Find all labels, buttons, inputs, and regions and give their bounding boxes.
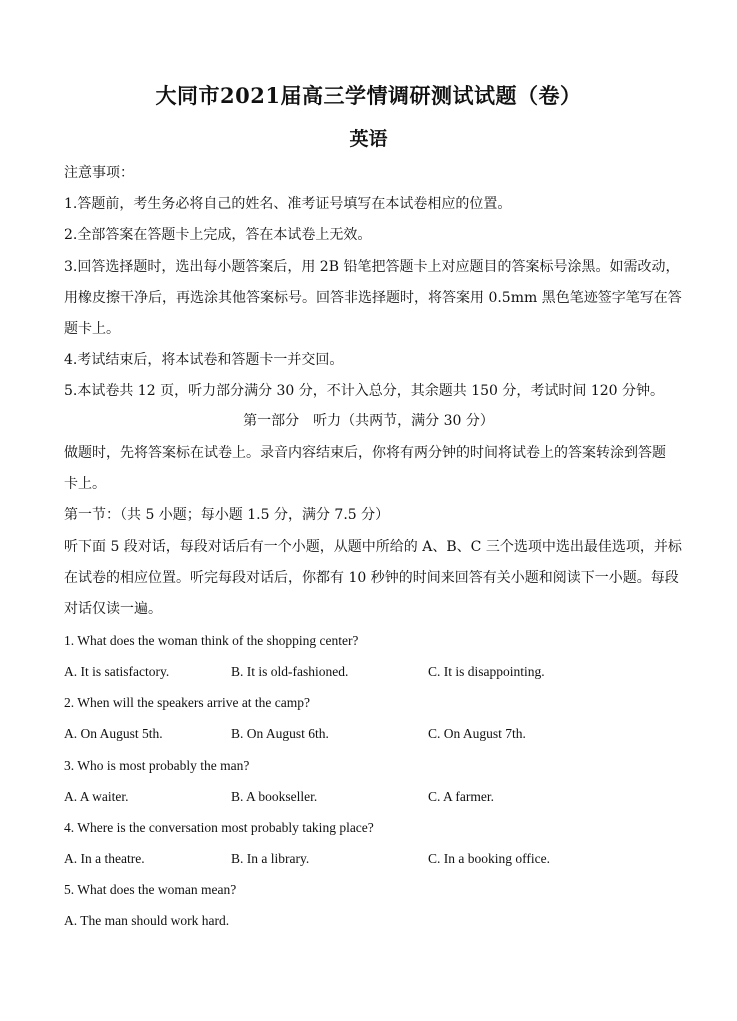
question-3-option-b: B. A bookseller.	[231, 789, 318, 804]
question-3-stem: 3. Who is most probably the man?	[64, 758, 250, 773]
question-5-option-a: A. The man should work hard.	[64, 913, 230, 928]
question-2-stem: 2. When will the speakers arrive at the camp?	[64, 695, 311, 710]
question-4-stem: 4. Where is the conversation most probably taking place?	[64, 820, 374, 835]
notes-heading: 注意事项：	[64, 165, 134, 181]
question-1-option-a: A. It is satisfactory.	[64, 664, 170, 679]
question-3-option-c: C. A farmer.	[428, 789, 494, 804]
question-1-stem: 1. What does the woman think of the shopping center?	[64, 633, 359, 648]
question-5-stem: 5. What does the woman mean?	[64, 882, 237, 897]
part1-intro-line-2: 卡上。	[64, 476, 106, 492]
question-2-option-b: B. On August 6th.	[231, 726, 329, 741]
note-item-4: 4.考试结束后，将本试卷和答题卡一并交回。	[64, 352, 344, 368]
section1-heading: 第一节：（共 5 小题；每小题 1.5 分，满分 7.5 分）	[64, 507, 390, 523]
question-1-option-c: C. It is disappointing.	[428, 664, 545, 679]
part1-heading: 第一部分 听力（共两节，满分 30 分）	[243, 413, 494, 429]
note-item-3-line-2: 用橡皮擦干净后，再选涂其他答案标号。回答非选择题时，将答案用 0.5mm 黑色笔迹签字笔写在答	[64, 290, 682, 306]
question-2-option-a: A. On August 5th.	[64, 726, 163, 741]
question-2-option-c: C. On August 7th.	[428, 726, 526, 741]
question-1-option-b: B. It is old-fashioned.	[231, 664, 349, 679]
exam-title: 大同市2021届高三学情调研测试试题（卷）	[155, 83, 582, 108]
exam-subject: 英语	[349, 128, 388, 150]
section1-instructions-line-1: 听下面 5 段对话，每段对话后有一个小题，从题中所给的 A、B、C 三个选项中选出最佳选项，并标	[64, 539, 682, 555]
question-3-option-a: A. A waiter.	[64, 789, 129, 804]
note-item-2: 2.全部答案在答题卡上完成，答在本试卷上无效。	[64, 227, 372, 243]
note-item-3-line-3: 题卡上。	[64, 321, 120, 337]
question-4-option-c: C. In a booking office.	[428, 851, 550, 866]
section1-instructions-line-2: 在试卷的相应位置。听完每段对话后，你都有 10 秒钟的时间来回答有关小题和阅读下一小题。每段	[64, 570, 679, 586]
note-item-3-line-1: 3.回答选择题时，选出每小题答案后，用 2B 铅笔把答题卡上对应题目的答案标号涂黑。如需改动，	[64, 259, 680, 275]
section1-instructions-line-3: 对话仅读一遍。	[64, 601, 162, 617]
question-4-option-a: A. In a theatre.	[64, 851, 145, 866]
note-item-1: 1.答题前，考生务必将自己的姓名、准考证号填写在本试卷相应的位置。	[64, 196, 512, 212]
question-4-option-b: B. In a library.	[231, 851, 310, 866]
part1-intro-line-1: 做题时，先将答案标在试卷上。录音内容结束后，你将有两分钟的时间将试卷上的答案转涂到答题	[64, 445, 666, 461]
note-item-5: 5.本试卷共 12 页，听力部分满分 30 分，不计入总分，其余题共 150 分，考试时间 120 分钟。	[64, 383, 665, 399]
